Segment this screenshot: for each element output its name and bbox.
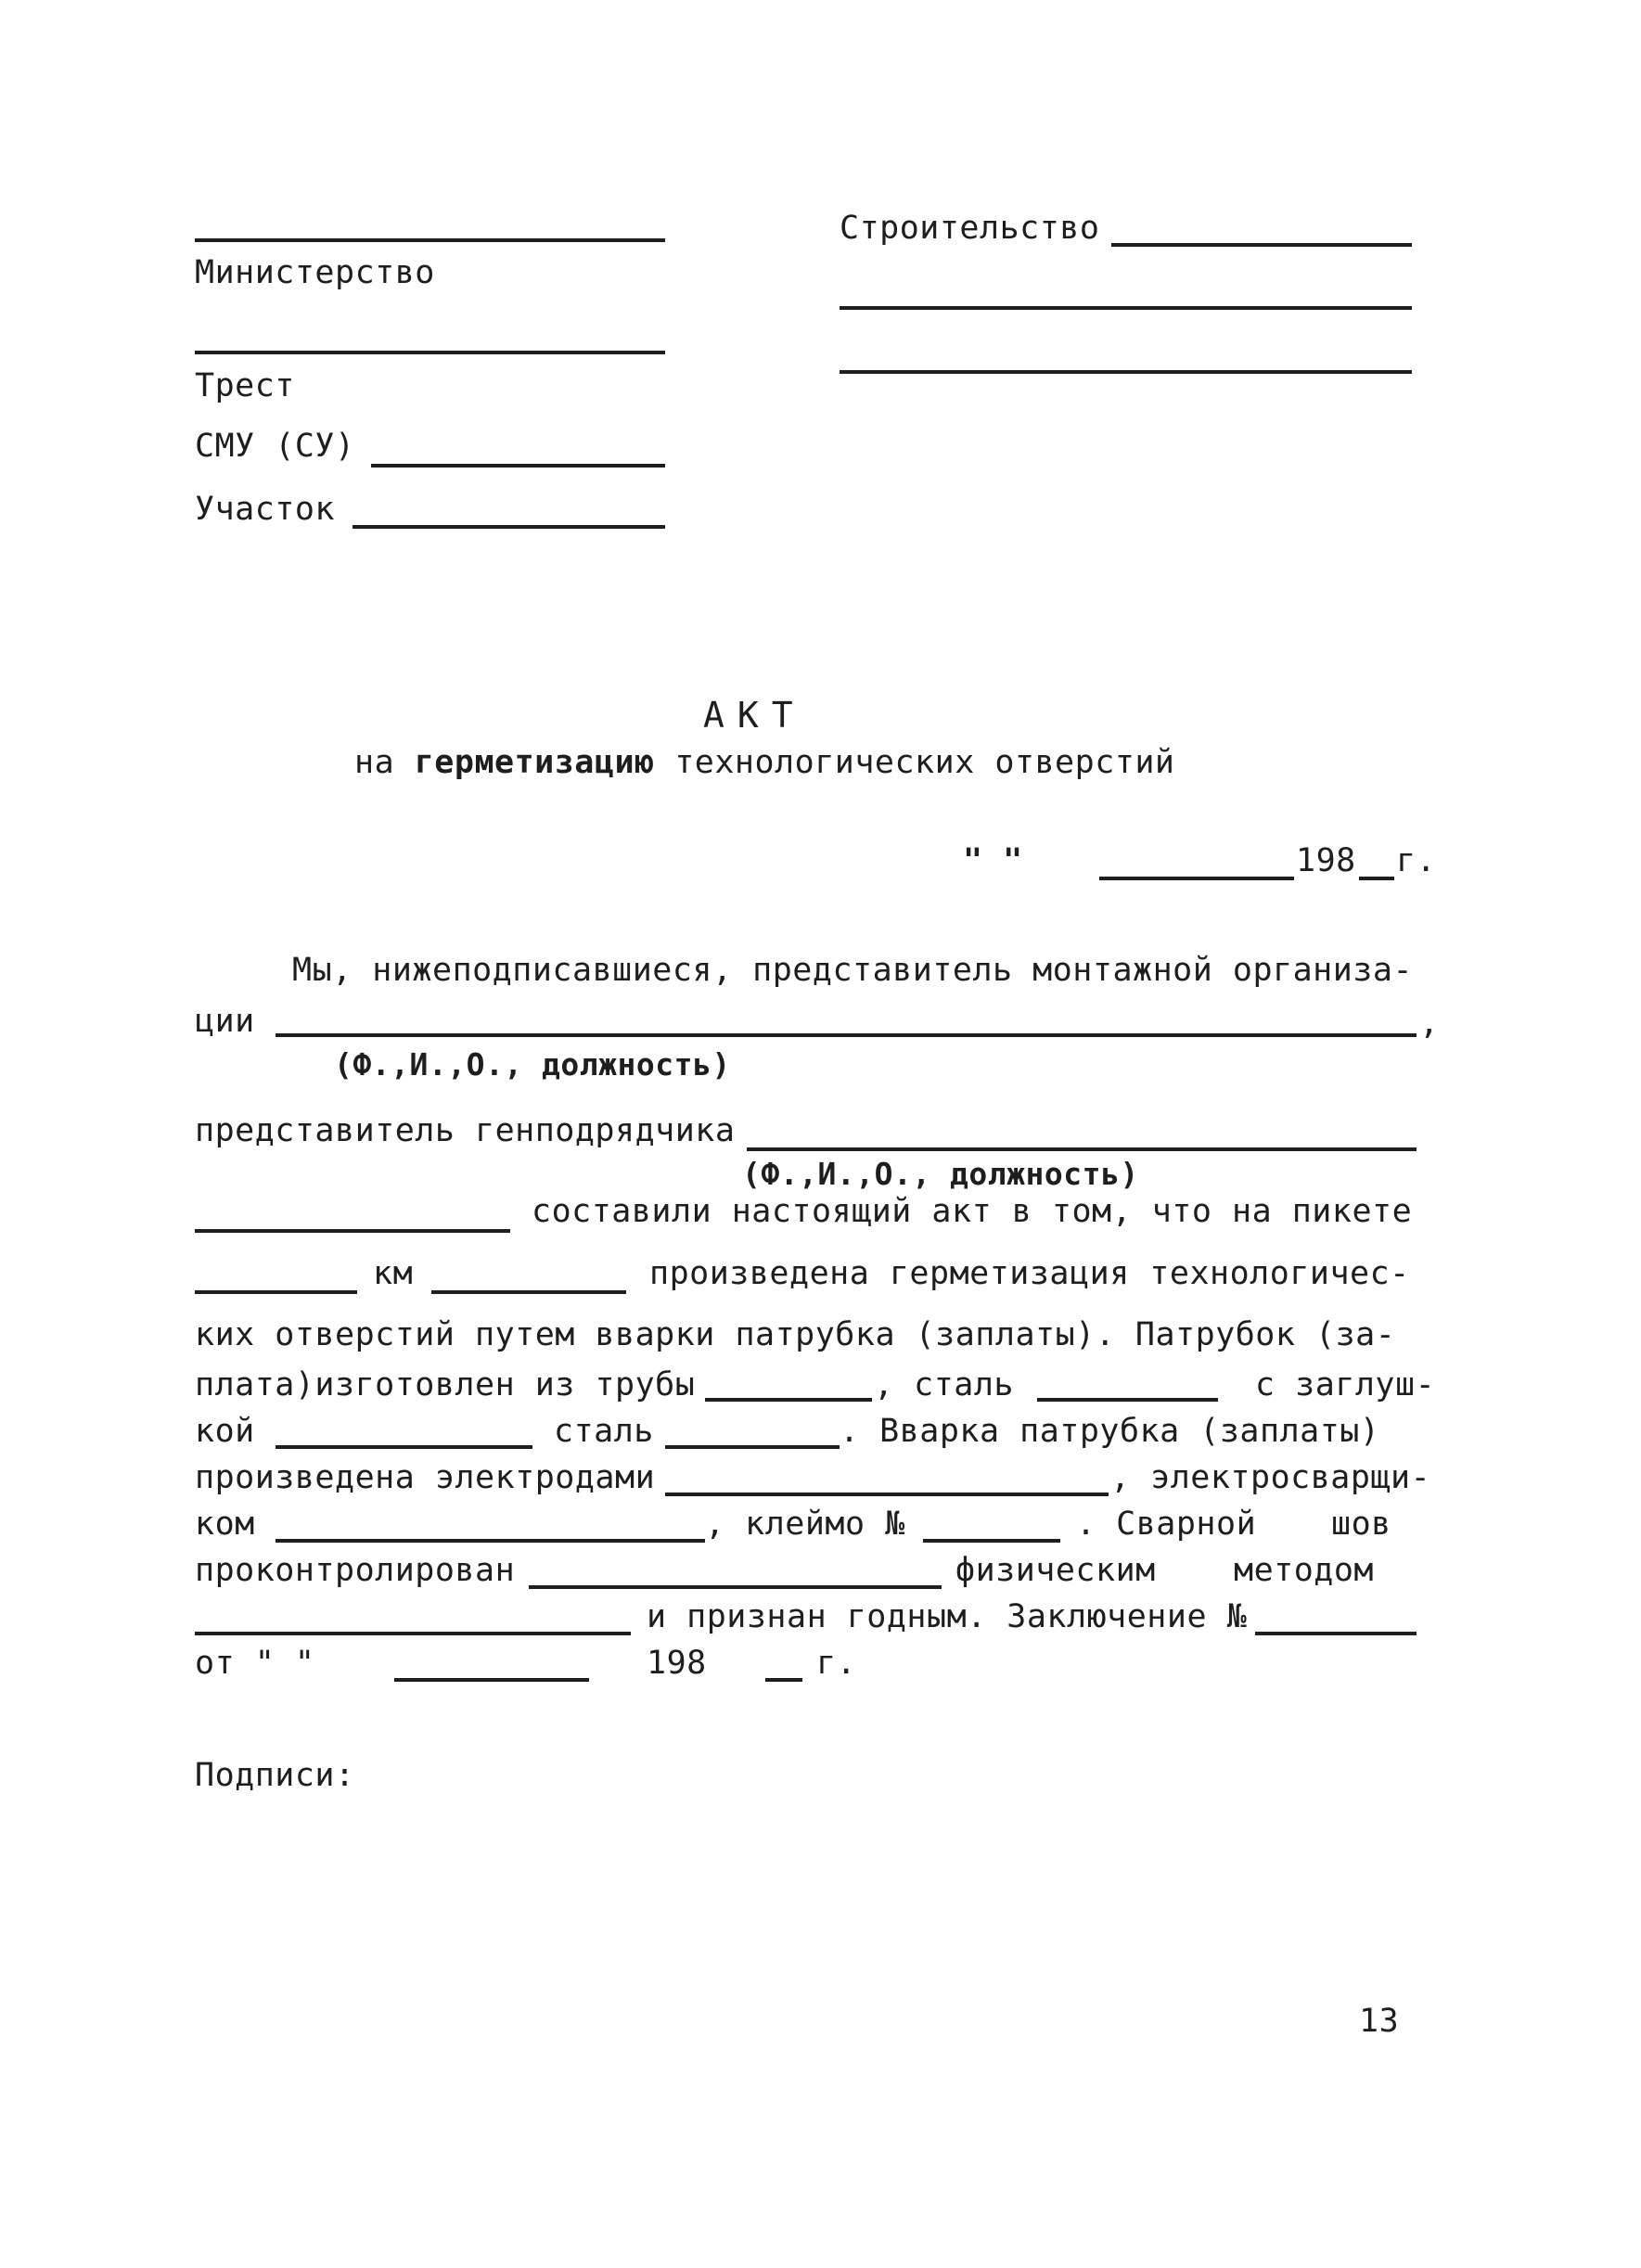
line-4-leading-blank[interactable] [195,1229,510,1233]
page-number: 13 [1359,2003,1400,2040]
date-year-blank[interactable] [1359,877,1394,880]
smu-name-blank[interactable] [371,464,665,468]
stamp-number-blank[interactable] [923,1539,1060,1543]
body-line-8-a: кой [195,1413,255,1450]
construction-extra-blank-1[interactable] [840,306,1412,310]
body-line-7-b: , сталь [874,1366,1015,1403]
km-value-blank[interactable] [431,1290,626,1294]
picket-number-blank[interactable] [195,1290,357,1294]
body-line-1: Мы, нижеподписавшиеся, представитель монтажной организа- [292,952,1414,989]
body-line-11-b: физическим [955,1552,1156,1589]
body-line-5-text: произведена герметизация технологичес- [649,1255,1410,1292]
plug-blank[interactable] [276,1445,532,1449]
date-quotes: " " [963,842,1023,879]
plug-steel-blank[interactable] [665,1445,840,1449]
body-line-9-b: , электросварщи- [1110,1459,1431,1496]
trust-name-blank[interactable] [195,351,665,354]
body-line-10-d: шов [1331,1506,1391,1543]
body-line-10-b: , клеймо № [705,1506,905,1543]
construction-name-blank[interactable] [1111,243,1412,247]
body-line-13-a: от " " [195,1645,315,1682]
caption-fio-position-2: (Ф.,И.,О., должность) [742,1156,1139,1192]
body-line-10-a: ком [195,1506,255,1543]
date-year-prefix: 198 [1296,842,1356,879]
inspector-blank[interactable] [529,1585,942,1589]
body-line-11-a: проконтролирован [195,1552,516,1589]
body-line-7-a: плата)изготовлен из трубы [195,1366,696,1403]
body-line-7-c: с заглуш- [1255,1366,1436,1403]
body-line-8-b: сталь [554,1413,654,1450]
construction-label: Строительство [840,210,1100,247]
method-blank[interactable] [195,1632,631,1635]
conclusion-number-blank[interactable] [1255,1632,1417,1635]
caption-fio-position-1: (Ф.,И.,О., должность) [334,1046,731,1083]
electrodes-blank[interactable] [665,1493,1109,1496]
body-line-11-c: методом [1234,1552,1375,1589]
signatures-label: Подписи: [195,1757,355,1794]
body-line-8-c: . Вварка патрубка (заплаты) [840,1413,1380,1450]
construction-extra-blank-2[interactable] [840,370,1412,374]
welder-name-blank[interactable] [276,1539,705,1543]
body-line-13-c: г. [816,1645,857,1682]
date-day-month-blank[interactable] [1099,877,1294,880]
body-line-6: ких отверстий путем вварки патрубка (заплаты). Патрубок (за- [195,1316,1396,1353]
assembly-rep-blank[interactable] [276,1033,1417,1037]
body-line-4-text: составили настоящий акт в том, что на пикете [532,1193,1413,1230]
ministry-label: Министерство [195,254,435,291]
pipe-steel-blank[interactable] [1037,1398,1218,1402]
ministry-name-blank[interactable] [195,238,665,242]
document-subtitle [354,743,1174,782]
body-line-2-comma: , [1419,1005,1440,1042]
pipe-blank[interactable] [705,1398,872,1402]
section-name-blank[interactable] [353,525,665,529]
section-label: Участок [195,491,336,528]
conclusion-date-blank[interactable] [394,1678,589,1682]
subtitle-rest: технологических отверстий [674,744,1175,781]
body-line-13-b: 198 [647,1645,707,1682]
date-year-suffix: г. [1396,842,1437,879]
general-contractor-rep-blank[interactable] [747,1147,1417,1151]
subtitle-prefix: на [354,744,395,781]
body-line-12-a: и признан годным. Заключение № [647,1598,1248,1635]
subtitle-bold: герметизацию [414,744,655,781]
body-line-9-a: произведена электродами [195,1459,656,1496]
body-line-5-km: км [373,1255,414,1292]
body-line-10-c: . Сварной [1076,1506,1257,1543]
smu-label: СМУ (СУ) [195,428,355,465]
body-line-2-prefix: ции [195,1003,255,1040]
conclusion-year-blank[interactable] [765,1678,802,1682]
body-line-3-prefix: представитель генподрядчика [195,1112,736,1149]
document-title: АКТ [703,695,806,736]
trust-label: Трест [195,367,295,404]
